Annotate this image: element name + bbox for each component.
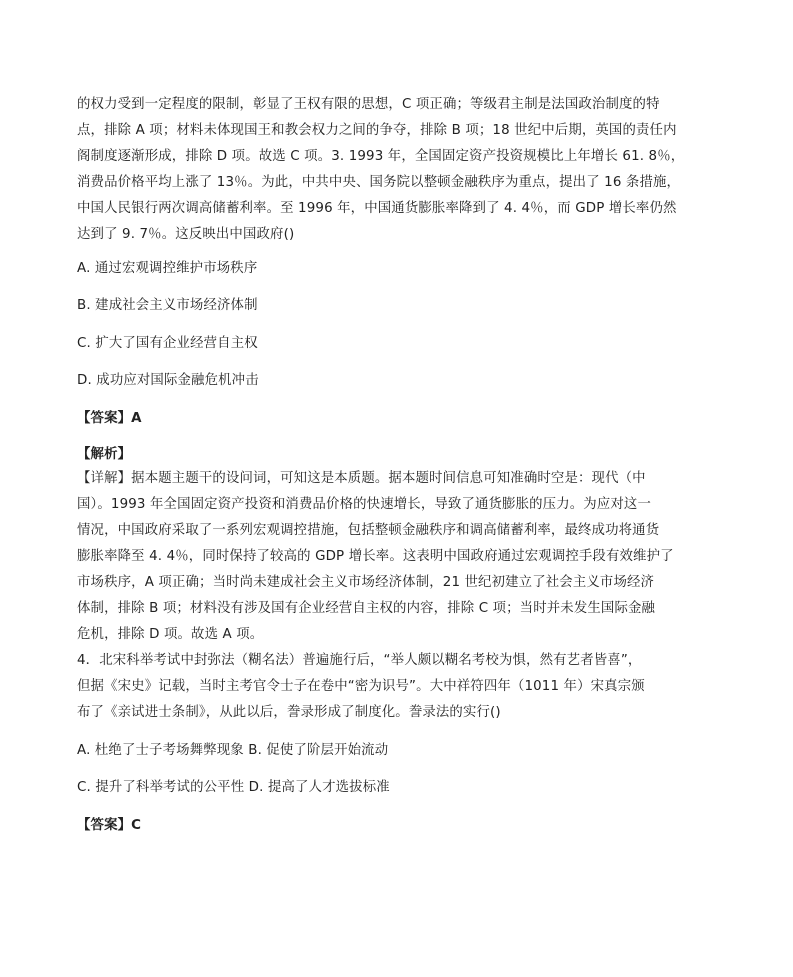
question-stem-line: 布了《亲试进士条制》，从此以后，誊录形成了制度化。誊录法的实行() bbox=[77, 705, 501, 720]
answer-label: 【答案】A bbox=[77, 411, 142, 426]
option-row: A. 杜绝了士子考场舞弊现象 B. 促使了阶层开始流动 bbox=[77, 743, 389, 758]
analysis-line: 膨胀率降至 4. 4％，同时保持了较高的 GDP 增长率。这表明中国政府通过宏观调控手段有效维护了 bbox=[77, 549, 674, 564]
question-stem-line: 但据《宋史》记载，当时主考官令士子在卷中“密为识号”。大中祥符四年（1011 年）宋真宗颁 bbox=[77, 679, 645, 694]
option-a: A. 通过宏观调控维护市场秩序 bbox=[77, 261, 258, 276]
option-row: C. 提升了科举考试的公平性 D. 提高了人才选拔标准 bbox=[77, 780, 390, 795]
answer-label: 【答案】C bbox=[77, 818, 142, 833]
analysis-heading: 【解析】 bbox=[77, 447, 132, 462]
paragraph-line: 中国人民银行两次调高储蓄利率。至 1996 年，中国通货膨胀率降到了 4. 4％，而 GDP 增长率仍然 bbox=[77, 201, 677, 216]
analysis-line: 情况，中国政府采取了一系列宏观调控措施，包括整顿金融秩序和调高储蓄利率，最终成功将通货 bbox=[77, 523, 660, 538]
option-b: B. 建成社会主义市场经济体制 bbox=[77, 298, 258, 313]
option-d: D. 成功应对国际金融危机冲击 bbox=[77, 373, 259, 388]
analysis-line: 危机，排除 D 项。故选 A 项。 bbox=[77, 627, 264, 642]
analysis-line: 市场秩序，A 项正确；当时尚未建成社会主义市场经济体制，21 世纪初建立了社会主义市场经济 bbox=[77, 575, 655, 590]
paragraph-line: 点，排除 A 项；材料未体现国王和教会权力之间的争夺，排除 B 项；18 世纪中后期，英国的责任内 bbox=[77, 123, 677, 138]
paragraph-line: 阁制度逐渐形成，排除 D 项。故选 C 项。3. 1993 年，全国固定资产投资规模比上年增长 61. 8％， bbox=[77, 149, 685, 164]
analysis-line: 【详解】据本题主题干的设问词，可知这是本质题。据本题时间信息可知准确时空是：现代（中 bbox=[77, 471, 646, 486]
option-c: C. 扩大了国有企业经营自主权 bbox=[77, 336, 258, 351]
question-stem-line: 4．北宋科举考试中封弥法（糊名法）普遍施行后，“举人颇以糊名考校为惧，然有艺者皆喜”， bbox=[77, 653, 642, 668]
analysis-line: 体制，排除 B 项；材料没有涉及国有企业经营自主权的内容，排除 C 项；当时并未发生国际金融 bbox=[77, 601, 656, 616]
paragraph-line: 的权力受到一定程度的限制，彰显了王权有限的思想，C 项正确；等级君主制是法国政治制度的特 bbox=[77, 97, 660, 112]
paragraph-line: 消费品价格平均上涨了 13％。为此，中共中央、国务院以整顿金融秩序为重点，提出了 16 条措施， bbox=[77, 175, 681, 190]
analysis-line: 国）。1993 年全国固定资产投资和消费品价格的快速增长，导致了通货膨胀的压力。为应对这一 bbox=[77, 497, 652, 512]
paragraph-line: 达到了 9. 7％。这反映出中国政府() bbox=[77, 227, 295, 242]
